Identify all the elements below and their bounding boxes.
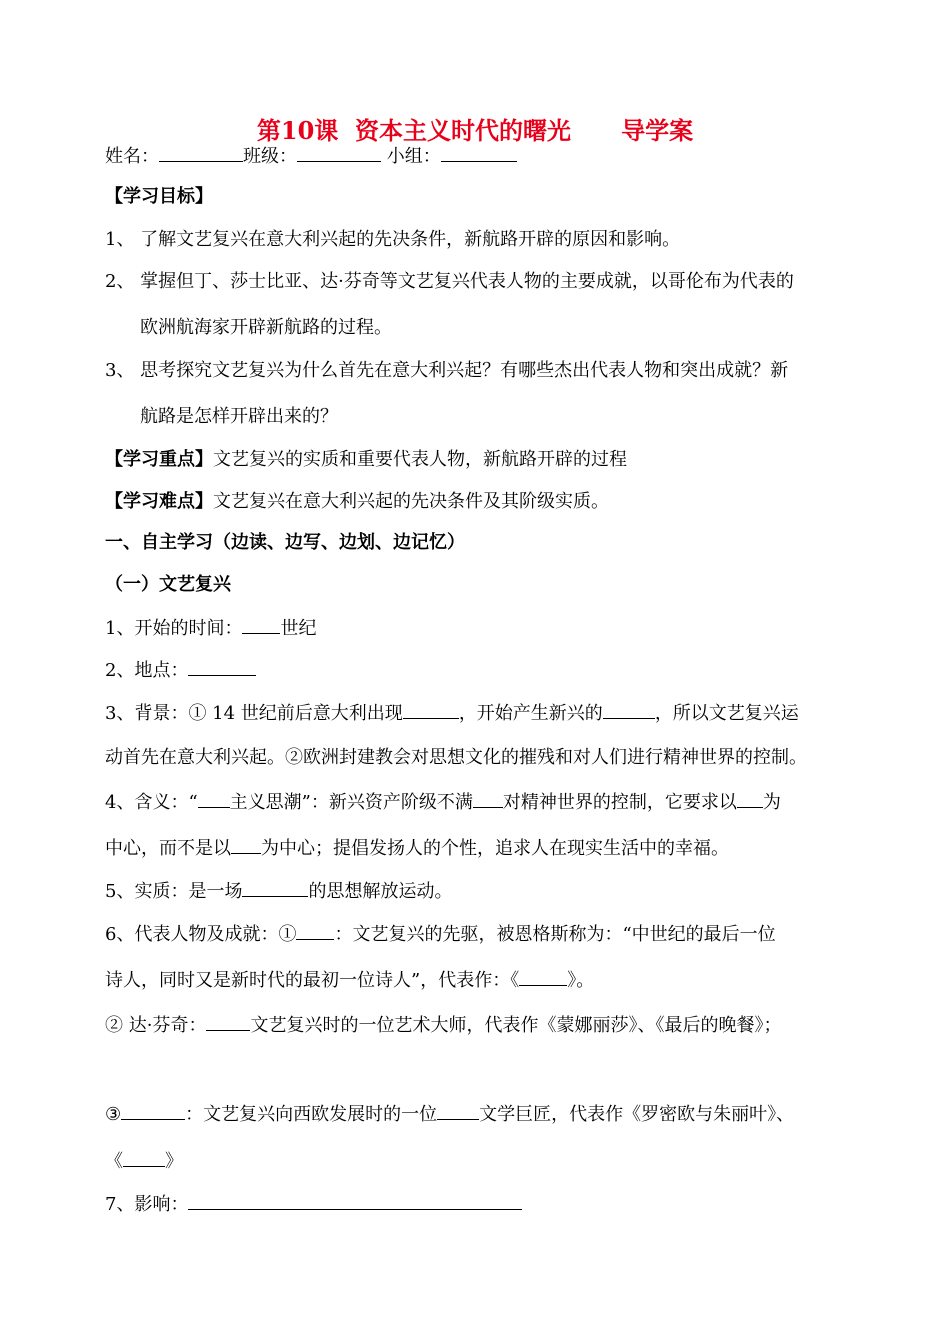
group-label: 小组： xyxy=(386,146,441,167)
group-blank[interactable] xyxy=(441,143,517,162)
q6-text-h: ：文艺复兴向西欧发展时的一位 xyxy=(185,1104,438,1125)
q3-text-c: ，所以文艺复兴运 xyxy=(654,703,799,724)
q6-text-g: ③ xyxy=(105,1104,122,1125)
goals-heading: 【学习目标】 xyxy=(105,186,213,207)
q3-text-b: ，开始产生新兴的 xyxy=(458,703,603,724)
q4-blank-1[interactable] xyxy=(198,789,230,808)
q6-text-k: 》 xyxy=(165,1151,183,1172)
q6-text-b: ：文艺复兴的先驱，被恩格斯称为：“中世纪的最后一位 xyxy=(334,924,776,945)
question-3-cont: 动首先在意大利兴起。②欧洲封建教会对思想文化的摧残和对人们进行精神世界的控制。 xyxy=(105,747,807,768)
question-6-item-3 xyxy=(105,1101,794,1127)
q6-text-i: 文学巨匠，代表作《罗密欧与朱丽叶》、 xyxy=(479,1104,795,1125)
key-point-label: 【学习重点】 xyxy=(105,449,213,470)
page-title: 第10课 资本主义时代的曙光 导学案 xyxy=(256,116,694,145)
q6-blank-3[interactable] xyxy=(206,1012,250,1031)
q6-text-d: 》。 xyxy=(567,970,595,991)
q3-blank-1[interactable] xyxy=(403,700,459,719)
q4-blank-4[interactable] xyxy=(231,835,261,854)
question-4-cont xyxy=(105,835,729,861)
q6-blank-6[interactable] xyxy=(123,1148,165,1167)
class-label: 班级： xyxy=(243,146,297,167)
q1-text: 1、开始的时间： xyxy=(105,618,243,639)
question-1 xyxy=(105,615,316,641)
q6-blank-1[interactable] xyxy=(296,921,334,940)
q4-text-b: 主义思潮”：新兴资产阶级不满 xyxy=(229,792,473,813)
question-6-item-3-cont xyxy=(105,1148,183,1174)
q6-text-c: 诗人，同时又是新时代的最初一位诗人”，代表作：《 xyxy=(105,970,520,991)
q3-blank-2[interactable] xyxy=(603,700,655,719)
q7-blank[interactable] xyxy=(188,1191,522,1210)
question-4 xyxy=(105,789,781,815)
q6-blank-4[interactable] xyxy=(121,1101,185,1120)
q5-blank[interactable] xyxy=(242,878,308,897)
q4-text-c: 对精神世界的控制，它要求以 xyxy=(502,792,737,813)
q2-blank[interactable] xyxy=(188,657,256,676)
q6-blank-2[interactable] xyxy=(519,967,567,986)
q1-text-end: 世纪 xyxy=(280,618,317,639)
q4-text-f: 为中心；提倡发扬人的个性，追求人在现实生活中的幸福。 xyxy=(261,838,729,859)
key-point-line xyxy=(105,448,627,472)
class-blank[interactable] xyxy=(297,143,381,162)
q2-text: 2、地点： xyxy=(105,660,189,681)
difficulty-label: 【学习难点】 xyxy=(105,491,213,512)
q4-text-e: 中心，而不是以 xyxy=(105,838,231,859)
q4-text-a: 4、含义：“ xyxy=(105,792,198,813)
question-6 xyxy=(105,921,776,947)
question-6-item-2 xyxy=(105,1012,781,1038)
difficulty-line xyxy=(105,490,609,514)
question-7 xyxy=(105,1191,522,1217)
key-point-text: 文艺复兴的实质和重要代表人物，新航路开辟的过程 xyxy=(213,449,627,470)
question-6-cont xyxy=(105,967,594,993)
question-5 xyxy=(105,878,452,904)
goal-item-3-cont: 航路是怎样开辟出来的？ xyxy=(140,406,338,427)
q6-text-f: 文艺复兴时的一位艺术大师，代表作《蒙娜丽莎》、《最后的晚餐》； xyxy=(250,1015,782,1036)
name-blank[interactable] xyxy=(159,143,243,162)
goal-item-3: 3、 思考探究文艺复兴为什么首先在意大利兴起？有哪些杰出代表人物和突出成就？新 xyxy=(105,360,789,381)
q6-blank-5[interactable] xyxy=(437,1101,479,1120)
question-2 xyxy=(105,657,256,683)
subsection-heading-1: （一）文艺复兴 xyxy=(105,574,231,595)
q1-blank[interactable] xyxy=(242,615,280,634)
student-info-line xyxy=(105,143,517,169)
goal-item-2-cont: 欧洲航海家开辟新航路的过程。 xyxy=(140,317,392,338)
q7-text: 7、影响： xyxy=(105,1194,189,1215)
q4-blank-2[interactable] xyxy=(473,789,503,808)
q6-text-e: ② 达·芬奇： xyxy=(105,1015,207,1036)
question-3 xyxy=(105,700,799,726)
section-heading-1: 一、自主学习（边读、边写、边划、边记忆） xyxy=(105,532,465,553)
q5-text-a: 5、实质：是一场 xyxy=(105,881,243,902)
name-label: 姓名： xyxy=(105,146,159,167)
q4-blank-3[interactable] xyxy=(737,789,763,808)
difficulty-text: 文艺复兴在意大利兴起的先决条件及其阶级实质。 xyxy=(213,491,609,512)
goal-item-1: 1、 了解文艺复兴在意大利兴起的先决条件，新航路开辟的原因和影响。 xyxy=(105,229,681,250)
q6-text-a: 6、代表人物及成就：① xyxy=(105,924,297,945)
q6-text-j: 《 xyxy=(105,1151,123,1172)
q3-text-a: 3、背景：① 14 世纪前后意大利出现 xyxy=(105,703,403,724)
q5-text-b: 的思想解放运动。 xyxy=(308,881,453,902)
goal-item-2: 2、 掌握但丁、莎士比亚、达·芬奇等文艺复兴代表人物的主要成就，以哥伦布为代表的 xyxy=(105,271,794,292)
q4-text-d: 为 xyxy=(762,792,781,813)
